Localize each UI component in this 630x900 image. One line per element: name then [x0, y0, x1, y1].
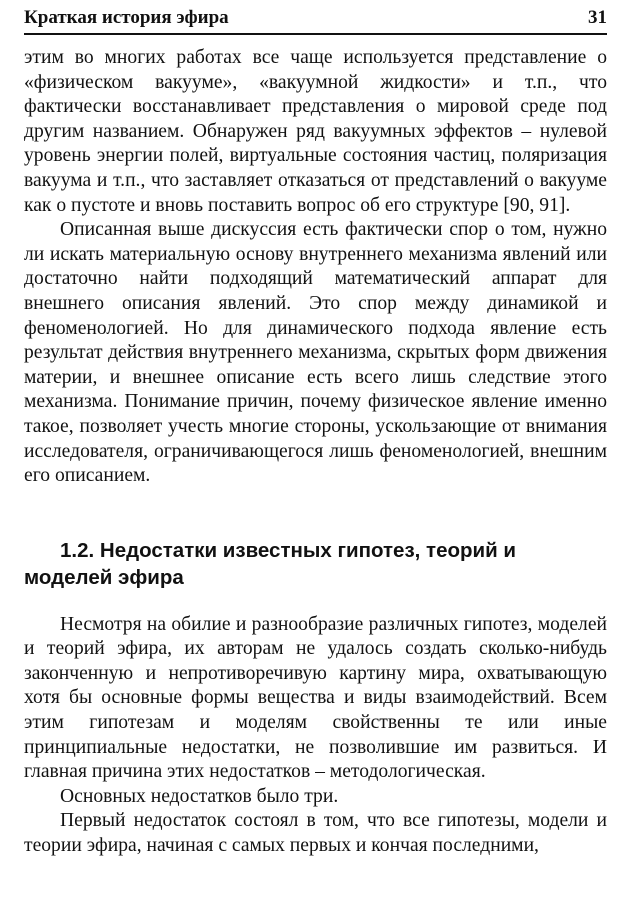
section-heading	[24, 537, 607, 591]
paragraph-dispute: Описанная выше дискуссия есть фактически спор о том, нужно ли искать материальную основу внутреннего механизма явлений или достаточно найти подходящий математический аппарат для внешнего описания явлений. Это спор между динамикой и феноменологией. Но для динамического подхода явление есть результат действия внутреннего механизма, скрытых форм движения материи, и внешнее описание есть всего лишь следствие этого механизма. Понимание причин, почему физическое явление именно такое, позволяет учесть многие стороны, ускользающие от внимания исследователя, ограничивающегося лишь феноменологией, внешним его описанием.	[24, 219, 607, 487]
page-number: 31	[588, 7, 607, 28]
running-title: Краткая история эфира	[24, 7, 229, 28]
book-page	[24, 6, 607, 859]
section-heading-line1: 1.2. Недостатки известных гипотез, теорий и	[60, 538, 517, 562]
paragraph-shortcomings: Несмотря на обилие и разнообразие различных гипотез, моделей и теорий эфира, их авторам не удалось создать сколько-нибудь законченную и непротиворечивую картину мира, охватывающую хотя бы основные формы вещества и виды взаимодействий. Всем этим гипотезам и моделям свойственны те или иные принципиальные недостатки, не позволившие им развиться. И главная причина этих недостатков – методологическая.	[24, 613, 607, 783]
section-heading-line2: моделей эфира	[24, 565, 184, 589]
paragraph-continuation: этим во многих работах все чаще используется представление о «физическом вакууме», «вакуумной жидкости» и т.п., что фактически восстанавливает представления о мировой среде под другим названием. Обнаружен ряд вакуумных эффектов – нулевой уровень энергии полей, виртуальные состояния частиц, поляризация вакуума и т.п., что заставляет отказаться от представлений о вакууме как о пустоте и вновь поставить вопрос об его структуре [90, 91].	[24, 47, 607, 216]
main-text	[24, 46, 607, 859]
paragraph-three-shortcomings: Основных недостатков было три.	[60, 785, 339, 807]
paragraph-first-shortcoming: Первый недостаток состоял в том, что все гипотезы, модели и теории эфира, начиная с самых первых и кончая последними,	[24, 810, 607, 857]
running-header	[24, 6, 607, 35]
